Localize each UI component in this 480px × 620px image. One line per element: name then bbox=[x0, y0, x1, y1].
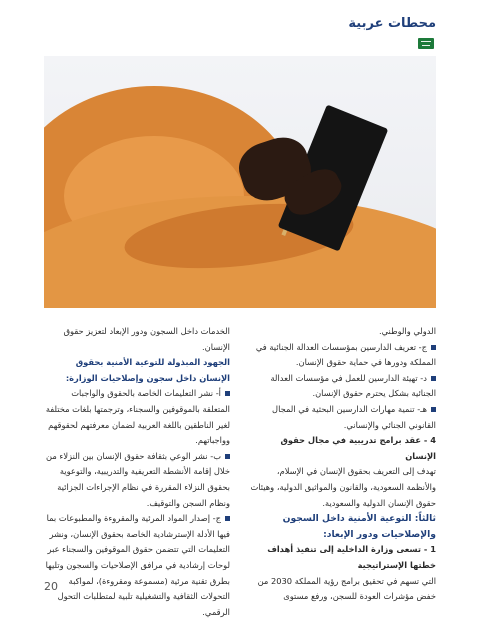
bullet-icon bbox=[431, 407, 436, 412]
bullet-icon bbox=[225, 516, 230, 521]
saudi-flag-icon bbox=[418, 38, 434, 49]
list-item: ب- نشر الوعي بثقافة حقوق الإنسان بين النزلاء من خلال إقامة الأنشطة التعريفية والتدريبية، والتوعوية بحقوق النزلاء المقررة في نظام الإجراءات الجزائية ونظام السجن والتوقيف. bbox=[46, 450, 230, 508]
subheading: 1 - تسعى وزارة الداخلية إلى تنفيذ أهداف خطتها الإستراتيجية bbox=[267, 544, 436, 570]
subheading: الجهود المبذولة للتوعية الأمنية بحقوق الإنسان داخل سجون وإصلاحيات الوزارة: bbox=[65, 357, 230, 383]
paragraph: الدولي والوطني. bbox=[378, 326, 436, 336]
paragraph: الخدمات داخل السجون ودور الإبعاد لتعزيز حقوق الإنسان. bbox=[63, 326, 230, 352]
right-column bbox=[250, 324, 436, 605]
subheading: 4 - عقد برامج تدريبية في مجال حقوق الإنسان bbox=[280, 435, 436, 461]
paragraph: تهدف إلى التعريف بحقوق الإنسان في الإسلام، والأنظمة السعودية، والقانون والمواثيق الدولية، وهيئات حقوق الإنسان الدولية والسعودية. bbox=[250, 466, 436, 508]
bullet-icon bbox=[225, 391, 230, 396]
paragraph: التي تسهم في تحقيق برامج رؤية المملكة 2030 من خفض مؤشرات العودة للسجن، ورفع مستوى bbox=[257, 575, 436, 602]
bullet-icon bbox=[431, 345, 436, 350]
bullet-icon bbox=[225, 454, 230, 459]
list-item: هـ- تنمية مهارات الدارسين البحثية في المجال القانوني الجنائي والإنساني. bbox=[272, 403, 436, 430]
bullet-icon bbox=[431, 376, 436, 381]
page-number: 20 bbox=[44, 580, 58, 593]
section-title: محطات عربية bbox=[348, 16, 436, 31]
list-item: د- تهيئة الدارسين للعمل في مؤسسات العدالة الجنائية بشكل يحترم حقوق الإنسان. bbox=[270, 372, 436, 399]
list-item: ج- إصدار المواد المرئية والمقروءة والمطبوعات بما فيها الأدلة الإسترشادية الخاصة بحقوق الإنسان، ونشر التعليمات التي تتضمن حقوق الموقوفين والسجناء عبر لوحات إرشادية في مرافق الإصلاحيات والسجون وتليها بطرق تقنية مرئية (مسموعة ومقروءة)، لمواكبة التحولات الثقافية والتشغيلية تلبية لمتطلبات التحول الرقمي. bbox=[45, 513, 230, 617]
section-heading: ثالثاً: التوعية الأمنية داخل السجون والإصلاحيات ودور الإبعاد: bbox=[282, 513, 436, 540]
list-item: ج- تعريف الدارسين بمؤسسات العدالة الجنائية في المملكة ودورها في حماية حقوق الإنسان. bbox=[255, 341, 436, 368]
article-photo bbox=[44, 56, 436, 308]
left-column bbox=[44, 324, 230, 620]
list-item: أ- نشر التعليمات الخاصة بالحقوق والواجبات المتعلقة بالموقوفين والسجناء، وترجمتها بلغات مختلفة لغير الناطقين باللغة العربية لضمان معرفتهم لحقوقهم وواجباتهم. bbox=[45, 388, 230, 446]
